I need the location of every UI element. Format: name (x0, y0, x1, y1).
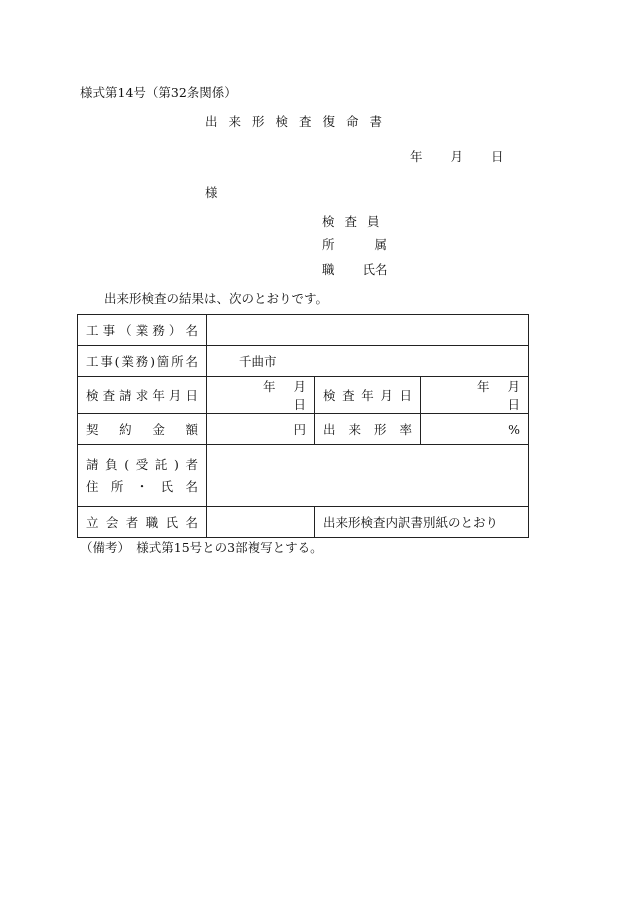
progress-rate-label: 出来形率 (315, 414, 421, 445)
title-label-a: 職 (322, 262, 335, 277)
project-name-label: 工事（業務）名 (78, 315, 207, 346)
inspector-heading: 検査員 (322, 214, 390, 229)
witness-value[interactable] (207, 507, 315, 538)
inspector-title-name (322, 260, 388, 278)
project-name-value[interactable] (207, 315, 529, 346)
contract-amount-value[interactable] (207, 414, 315, 445)
table-row (78, 346, 529, 377)
contractor-label-line1: 請負(受託)者 (86, 456, 198, 472)
inspector-affiliation (322, 235, 387, 253)
inspection-day: 日 (507, 397, 521, 412)
date-day: 日 (491, 149, 504, 164)
contractor-label (78, 445, 207, 507)
inspection-month: 月 (507, 379, 521, 394)
addressee-honorific: 様 (205, 185, 218, 200)
inspection-date-value[interactable] (421, 377, 529, 414)
document-title: 出来形検査復命書 (205, 114, 394, 129)
form-reference: 様式第14号（第32条関係） (80, 85, 237, 100)
date-month: 月 (450, 149, 464, 164)
table-row (78, 414, 529, 445)
table-row (78, 377, 529, 414)
table-row (78, 507, 529, 538)
request-day: 日 (293, 397, 306, 412)
request-month: 月 (293, 379, 306, 394)
request-year: 年 (262, 379, 276, 394)
intro-sentence: 出来形検査の結果は、次のとおりです。 (104, 291, 329, 306)
inspection-form-table (77, 314, 529, 538)
progress-rate-value[interactable] (421, 414, 529, 445)
percent-unit: % (508, 421, 521, 437)
request-date-label: 検査請求年月日 (78, 377, 207, 414)
table-row (78, 445, 529, 507)
contractor-value[interactable] (207, 445, 529, 507)
report-date (410, 147, 532, 165)
contractor-label-line2: 住所・氏名 (86, 478, 198, 494)
remark-note: （備考） 様式第15号との3部複写とする。 (80, 540, 323, 555)
yen-unit: 円 (293, 422, 306, 437)
inspection-date-label: 検査年月日 (315, 377, 421, 414)
witness-label: 立会者職氏名 (78, 507, 207, 538)
table-row (78, 315, 529, 346)
title-label-b: 氏名 (362, 262, 388, 277)
inspection-year: 年 (477, 379, 490, 394)
location-label: 工事(業務)箇所名 (78, 346, 207, 377)
date-year: 年 (410, 149, 423, 164)
affiliation-label-a: 所 (322, 237, 335, 252)
request-date-value[interactable] (207, 377, 315, 414)
location-value[interactable]: 千曲市 (207, 346, 529, 377)
affiliation-label-b: 属 (374, 237, 388, 252)
contract-amount-label: 契約金額 (78, 414, 207, 445)
witness-note: 出来形検査内訳書別紙のとおり (315, 507, 529, 538)
